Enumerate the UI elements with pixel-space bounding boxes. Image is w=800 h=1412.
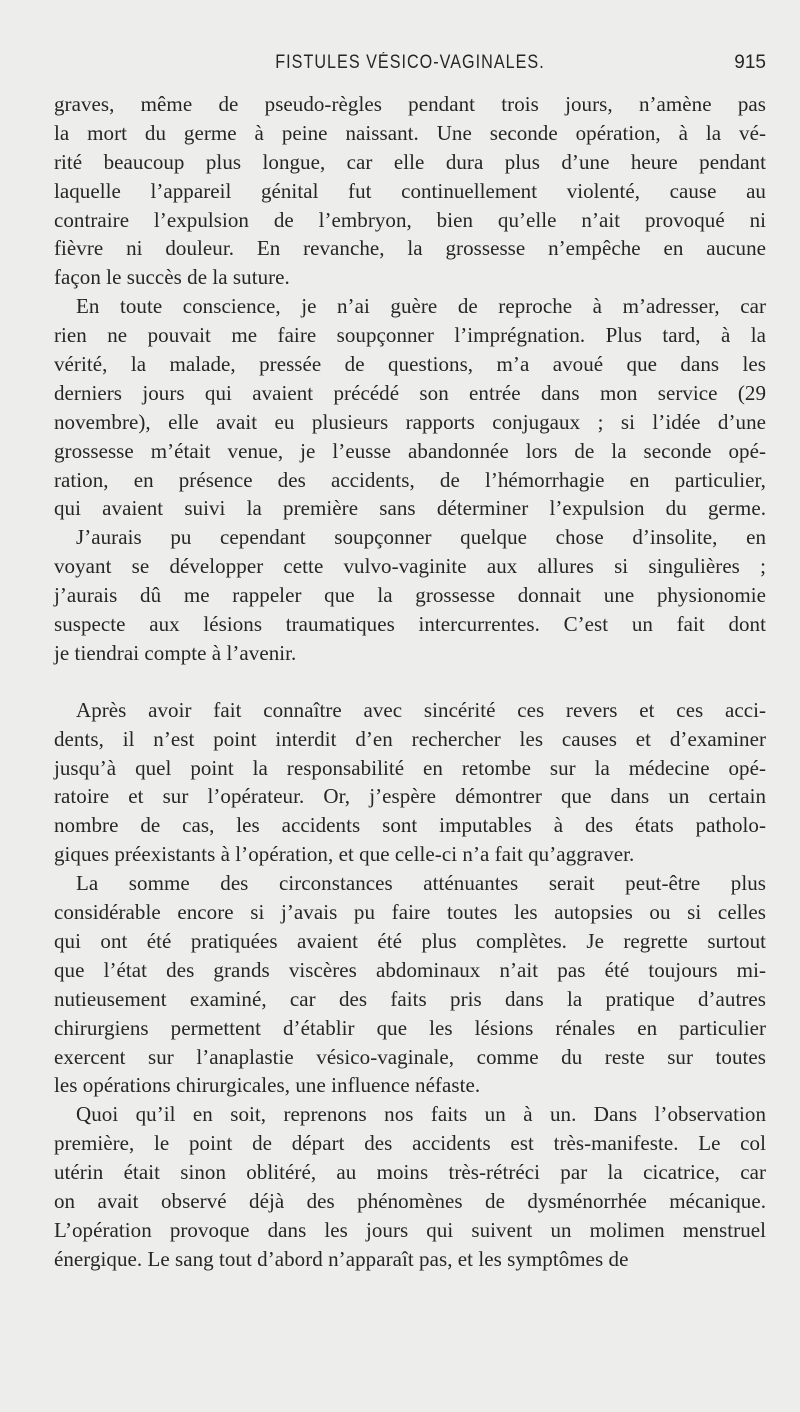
text-line: ration, en présence des accidents, de l’hémorrhagie en particulier, <box>54 467 766 492</box>
paragraph <box>54 869 766 1100</box>
text-line: En toute conscience, je n’ai guère de reproche à m’adresser, car <box>76 294 766 319</box>
text-line: rité beaucoup plus longue, car elle dura plus d’une heure pendant <box>54 149 766 174</box>
text-line: giques préexistants à l’opération, et que celle-ci n’a fait qu’aggraver. <box>54 842 635 867</box>
text-line: La somme des circonstances atténuantes serait peut-être plus <box>76 871 766 896</box>
text-line: nutieusement examiné, car des faits pris dans la pratique d’autres <box>54 986 766 1011</box>
text-line: contraire l’expulsion de l’embryon, bien qu’elle n’ait provoqué ni <box>54 207 766 232</box>
paragraph-gap <box>54 668 766 696</box>
text-line: derniers jours qui avaient précédé son entrée dans mon service (29 <box>54 380 766 405</box>
text-line: grossesse m’était venue, je l’eusse abandonnée lors de la seconde opé- <box>54 438 766 463</box>
text-line: vérité, la malade, pressée de questions, m’a avoué que dans les <box>54 352 766 377</box>
text-line: J’aurais pu cependant soupçonner quelque chose d’insolite, en <box>76 525 766 550</box>
text-line: que l’état des grands viscères abdominaux n’ait pas été toujours mi- <box>54 957 766 982</box>
paragraph <box>54 292 766 668</box>
text-line: façon le succès de la suture. <box>54 265 290 290</box>
text-line: je tiendrai compte à l’avenir. <box>54 640 297 665</box>
text-line: la mort du germe à peine naissant. Une seconde opération, à la vé- <box>54 120 766 145</box>
paragraph <box>54 696 766 869</box>
text-line: exercent sur l’anaplastie vésico-vaginale, comme du reste sur toutes <box>54 1044 766 1069</box>
text-line: utérin était sinon oblitéré, au moins très-rétréci par la cicatrice, car <box>54 1160 766 1185</box>
text-line: énergique. Le sang tout d’abord n’apparaît pas, et les symptômes de <box>54 1246 629 1271</box>
text-line: fièvre ni douleur. En revanche, la grossesse n’empêche en aucune <box>54 236 766 261</box>
text-line: dents, il n’est point interdit d’en rechercher les causes et d’examiner <box>54 726 766 751</box>
text-line: qui avaient suivi la première sans déterminer l’expulsion du germe. <box>54 496 766 521</box>
text-line: Après avoir fait connaître avec sincérité ces revers et ces acci- <box>76 697 766 722</box>
text-line: voyant se développer cette vulvo-vaginite aux allures si singulières ; <box>54 554 766 579</box>
paragraph <box>54 90 766 292</box>
text-line: nombre de cas, les accidents sont imputables à des états patholo- <box>54 813 766 838</box>
text-line: ratoire et sur l’opérateur. Or, j’espère démontrer que dans un certain <box>54 784 766 809</box>
text-line: Quoi qu’il en soit, reprenons nos faits un à un. Dans l’observation <box>76 1102 766 1127</box>
text-line: L’opération provoque dans les jours qui suivent un molimen menstruel <box>54 1217 766 1242</box>
text-line: chirurgiens permettent d’établir que les lésions rénales en particulier <box>54 1015 766 1040</box>
text-line: jusqu’à quel point la responsabilité en retombe sur la médecine opé- <box>54 755 766 780</box>
text-line: laquelle l’appareil génital fut continuellement violenté, cause au <box>54 178 766 203</box>
text-line: qui ont été pratiquées avaient été plus complètes. Je regrette surtout <box>54 928 766 953</box>
text-line: graves, même de pseudo-règles pendant trois jours, n’amène pas <box>54 92 766 116</box>
text-line: on avait observé déjà des phénomènes de dysménorrhée mécanique. <box>54 1188 766 1213</box>
body-text <box>54 90 766 1274</box>
text-line: suspecte aux lésions traumatiques intercurrentes. C’est un fait dont <box>54 612 766 637</box>
page-number: 915 <box>734 52 766 73</box>
text-line: considérable encore si j’avais pu faire toutes les autopsies ou si celles <box>54 900 766 925</box>
paragraph <box>54 1100 766 1273</box>
text-line: première, le point de départ des accidents est très-manifeste. Le col <box>54 1131 766 1156</box>
page-header <box>54 52 766 82</box>
running-title: FISTULES VÉSICO-VAGINALES. <box>275 52 545 73</box>
text-line: novembre), elle avait eu plusieurs rapports conjugaux ; si l’idée d’une <box>54 409 766 434</box>
text-line: j’aurais dû me rappeler que la grossesse donnait une physionomie <box>54 583 766 608</box>
text-line: les opérations chirurgicales, une influence néfaste. <box>54 1073 481 1098</box>
text-line: rien ne pouvait me faire soupçonner l’imprégnation. Plus tard, à la <box>54 323 766 348</box>
